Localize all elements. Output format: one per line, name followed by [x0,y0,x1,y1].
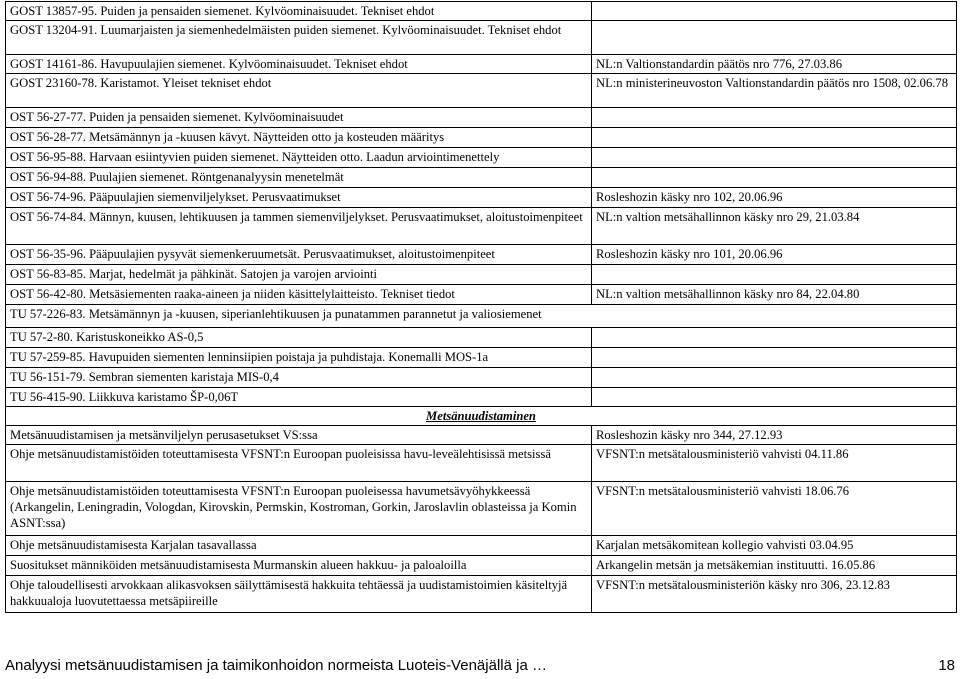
table-row [6,2,956,21]
footer-title: Analyysi metsänuudistamisen ja taimikonhoidon normeista Luoteis-Venäjällä ja … [5,657,547,674]
approval-cell: NL:n ministerineuvoston Valtionstandardin päätös nro 1508, 02.06.78 [596,76,949,90]
approval-cell: VFSNT:n metsätalousministeriö vahvisti 04.11.86 [596,447,849,461]
standard-cell: OST 56-95-88. Harvaan esiintyvien puiden siemenet. Näytteiden otto. Laadun arviointimenettely [6,148,592,167]
table-row [6,74,956,108]
approval-cell: NL:n Valtionstandardin päätös nro 776, 27.03.86 [596,57,843,71]
standard-cell: GOST 23160-78. Karistamot. Yleiset tekniset ehdot [6,74,592,107]
approval-cell: NL:n valtion metsähallinnon käsky nro 29, 21.03.84 [596,210,860,224]
standard-cell: Metsänuudistamisen ja metsänviljelyn perusasetukset VS:ssa [6,426,592,444]
table-row [6,128,956,148]
standard-cell: OST 56-74-96. Pääpuulajien siemenviljelykset. Perusvaatimukset [6,188,592,207]
table-row [6,305,956,328]
standard-cell: GOST 14161-86. Havupuulajien siemenet. Kylvöominaisuudet. Tekniset ehdot [6,55,592,73]
approval-cell [592,168,956,187]
standard-cell: TU 56-151-79. Sembran siementen karistaja MIS-0,4 [6,368,592,387]
approval-cell [592,328,956,347]
approval-cell [592,128,956,147]
approval-cell [592,148,956,167]
standard-cell: Ohje taloudellisesti arvokkaan alikasvoksen säilyttämisestä hakkuita tehtäessä ja uudistamistoimien käsiteltyjä hakkuualoja luovutettaessa metsäpiireille [6,576,592,612]
standard-cell: OST 56-27-77. Puiden ja pensaiden siemenet. Kylvöominaisuudet [6,108,592,127]
approval-cell: Rosleshozin käsky nro 101, 20.06.96 [596,247,783,261]
standard-cell: OST 56-42-80. Metsäsiementen raaka-aineen ja niiden käsittelylaitteisto. Tekniset tiedot [6,285,592,304]
standard-cell: Ohje metsänuudistamistöiden toteuttamisesta VFSNT:n Euroopan puoleisissa havu-leveälehtisissä metsissä [6,445,592,481]
table-row [6,388,956,407]
standard-cell: TU 56-415-90. Liikkuva karistamo ŠP-0,06T [6,388,592,406]
page-footer [5,657,955,675]
standard-cell: Suositukset männiköiden metsänuudistamisesta Murmanskin alueen hakkuu- ja paloaloilla [6,556,592,575]
approval-cell: Karjalan metsäkomitean kollegio vahvisti 03.04.95 [596,538,854,552]
approval-cell: Rosleshozin käsky nro 344, 27.12.93 [596,428,783,442]
approval-cell: Rosleshozin käsky nro 102, 20.06.96 [596,190,783,204]
table-row [6,328,956,348]
approval-cell [592,388,956,406]
standard-cell: Ohje metsänuudistamisesta Karjalan tasavallassa [6,536,592,555]
standard-cell: TU 57-226-83. Metsämännyn ja -kuusen, siperianlehtikuusen ja punatammen parannetut ja valiosiemenet [10,307,542,321]
approval-cell [592,108,956,127]
section-heading-row [6,407,956,426]
table-row [6,536,956,556]
standard-cell: OST 56-83-85. Marjat, hedelmät ja pähkinät. Satojen ja varojen arviointi [6,265,592,284]
approval-cell [592,21,956,54]
approval-cell: Arkangelin metsän ja metsäkemian instituutti. 16.05.86 [596,558,876,572]
table-row [6,556,956,576]
table-row [6,55,956,74]
standard-cell: Ohje metsänuudistamistöiden toteuttamisesta VFSNT:n Euroopan puoleisessa havumetsävyöhykkeessä (Arkangelin, Leningradin, Vologdan, Kirovskin, Permskin, Kostroman, Gorkin, Jaroslavlin oblasteissa ja Komin ASNT:ssa) [6,482,592,535]
standard-cell: OST 56-35-96. Pääpuulajien pysyvät siemenkeruumetsät. Perusvaatimukset, aloitustoimenpiteet [6,245,592,264]
standard-cell: GOST 13204-91. Luumarjaisten ja siemenhedelmäisten puiden siemenet. Kylvöominaisuudet. Tekniset ehdot [6,21,592,54]
approval-cell [592,368,956,387]
approval-cell: VFSNT:n metsätalousministeriö vahvisti 18.06.76 [596,484,849,498]
standard-cell: OST 56-94-88. Puulajien siemenet. Röntgenanalyysin menetelmät [6,168,592,187]
standard-cell: GOST 13857-95. Puiden ja pensaiden siemenet. Kylvöominaisuudet. Tekniset ehdot [6,2,592,20]
table-row [6,285,956,305]
standard-cell: OST 56-28-77. Metsämännyn ja -kuusen kävyt. Näytteiden otto ja kosteuden määritys [6,128,592,147]
section-title: Metsänuudistaminen [426,409,536,423]
standard-cell: OST 56-74-84. Männyn, kuusen, lehtikuusen ja tammen siemenviljelykset. Perusvaatimukset, aloitustoimenpiteet [6,208,592,244]
table-row [6,482,956,536]
table-row [6,188,956,208]
table-row [6,576,956,613]
approval-cell: VFSNT:n metsätalousministeriön käsky nro 306, 23.12.83 [596,578,890,592]
table-row [6,108,956,128]
standard-cell: TU 57-2-80. Karistuskoneikko AS-0,5 [6,328,592,347]
table-row [6,245,956,265]
table-row [6,168,956,188]
approval-cell [592,265,956,284]
standards-table [5,1,957,613]
table-row [6,445,956,482]
table-row [6,265,956,285]
page-number: 18 [938,657,955,674]
approval-cell [592,2,956,20]
table-row [6,21,956,55]
standard-cell: TU 57-259-85. Havupuiden siementen lenninsiipien poistaja ja puhdistaja. Konemalli MOS-1a [6,348,592,367]
table-row [6,426,956,445]
table-row [6,148,956,168]
table-row [6,208,956,245]
table-row [6,368,956,388]
approval-cell: NL:n valtion metsähallinnon käsky nro 84, 22.04.80 [596,287,860,301]
table-row [6,348,956,368]
approval-cell [592,348,956,367]
